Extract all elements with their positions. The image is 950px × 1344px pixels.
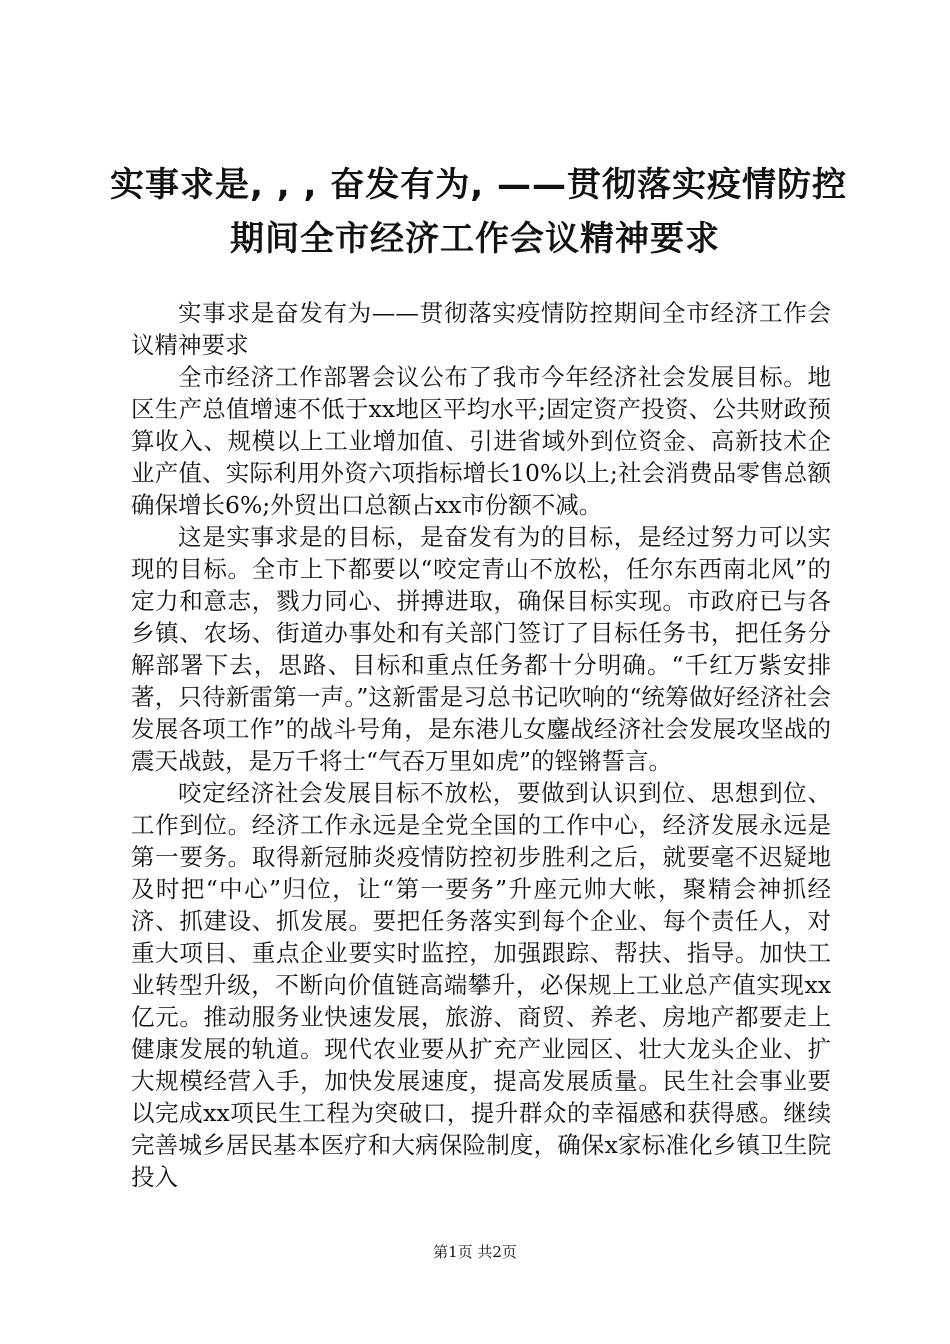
page-footer: 第1页 共2页	[433, 1243, 517, 1261]
paragraph-subtitle: 实事求是奋发有为——贯彻落实疫情防控期间全市经济工作会议精神要求	[131, 299, 831, 359]
document-body	[131, 297, 831, 1193]
title-line-1: 实事求是, , , 奋发有为, ——贯彻落实疫情防控	[110, 165, 848, 205]
title-line-2: 期间全市经济工作会议精神要求	[230, 219, 720, 259]
paragraph-realistic-targets: 这是实事求是的目标，是奋发有为的目标，是经过努力可以实现的目标。全市上下都要以“咬定青山不放松，任尔东西南北风”的定力和意志，戮力同心、拼搏进取，确保目标实现。市政府已与各乡镇、农场、街道办事处和有关部门签订了目标任务书，把任务分解部署下去，思路、目标和重点任务都十分明确。“千红万紫安排著，只待新雷第一声。”这新雷是习总书记吹响的“统筹做好经济社会发展各项工作”的战斗号角，是东港儿女鏖战经济社会发展攻坚战的震天战鼓，是万千将士“气吞万里如虎”的铿锵誓言。	[131, 523, 831, 775]
document-title	[110, 158, 848, 266]
paragraph-implementation: 咬定经济社会发展目标不放松，要做到认识到位、思想到位、工作到位。经济工作永远是全党全国的工作中心，经济发展永远是第一要务。取得新冠肺炎疫情防控初步胜利之后，就要毫不迟疑地及时把“中心”归位，让“第一要务”升座元帅大帐，聚精会神抓经济、抓建设、抓发展。要把任务落实到每个企业、每个责任人，对重大项目、重点企业要实时监控，加强跟踪、帮扶、指导。加快工业转型升级，不断向价值链高端攀升，必保规上工业总产值实现xx亿元。推动服务业快速发展，旅游、商贸、养老、房地产都要走上健康发展的轨道。现代农业要从扩充产业园区、壮大龙头企业、扩大规模经营入手，加快发展速度，提高发展质量。民生社会事业要以完成xx项民生工程为突破口，提升群众的幸福感和获得感。继续完善城乡居民基本医疗和大病保险制度，确保x家标准化乡镇卫生院投入	[131, 779, 831, 1191]
paragraph-goals: 全市经济工作部署会议公布了我市今年经济社会发展目标。地区生产总值增速不低于xx地区平均水平;固定资产投资、公共财政预算收入、规模以上工业增加值、引进省域外到位资金、高新技术企业产值、实际利用外资六项指标增长10%以上;社会消费品零售总额确保增长6%;外贸出口总额占xx市份额不减。	[131, 363, 831, 519]
